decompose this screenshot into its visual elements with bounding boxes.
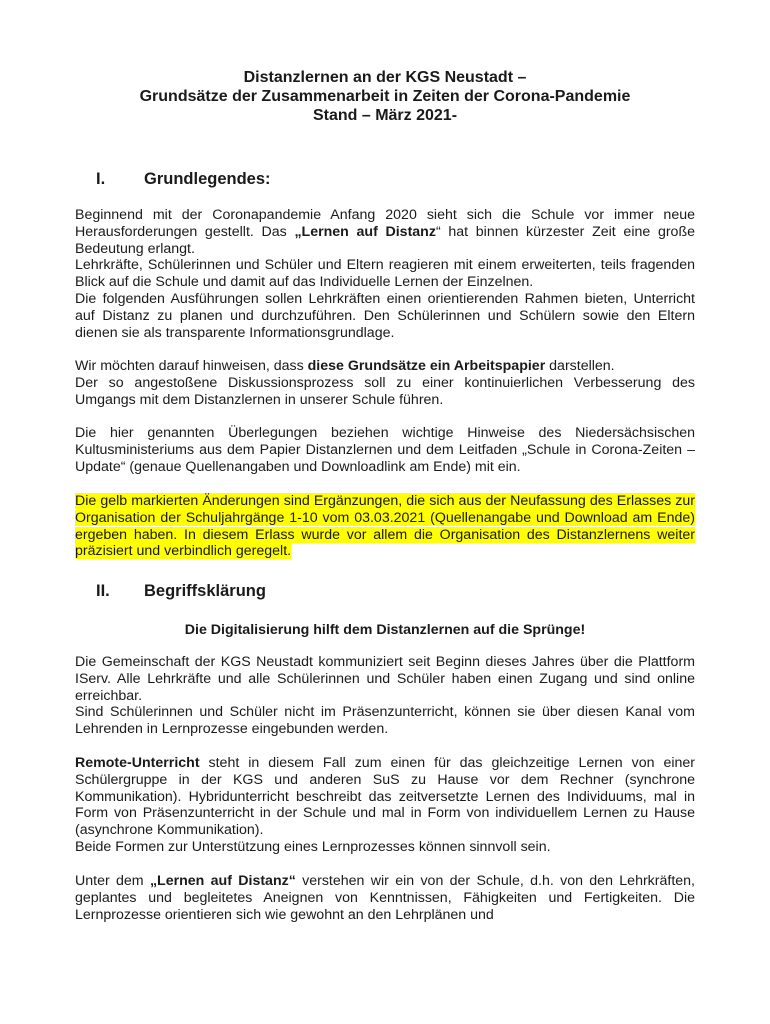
section-heading-1: [96, 170, 271, 189]
text-span: “ hat binnen kürzester Zeit eine große Bedeutung erlangt.: [75, 223, 695, 257]
text-span: Unter dem: [75, 873, 150, 889]
section-title: Begriffsklärung: [144, 582, 266, 600]
section-heading-2: [96, 582, 266, 601]
paragraph-line: Die folgenden Ausführungen sollen Lehrkräften einen orientierenden Rahmen bieten, Unterricht auf Distanz zu planen und durchzuführen. Den Schülerinnen und Schülern sowie den Eltern dienen sie als transparente Informationsgrundlage.: [75, 290, 695, 341]
text-span: Beginnend mit der Coronapandemie Anfang 2020 sieht sich die Schule vor immer neue Herausforderungen gestellt. Das: [75, 207, 695, 240]
paragraph-line: Die hier genannten Überlegungen beziehen wichtige Hinweise des Niedersächsischen Kultusministeriums aus dem Papier Distanzlernen und dem Leitfaden „Schule in Corona-Zeiten – Update“ (genaue Quellenangaben und Downloadlink am Ende) mit ein.: [75, 425, 695, 475]
title-line-2: Grundsätze der Zusammenarbeit in Zeiten der Corona-Pandemie: [139, 88, 631, 105]
text-span: darstellen.: [545, 358, 615, 374]
paragraph-worksheet: [75, 358, 695, 408]
bold-text: „Lernen auf Distanz: [294, 223, 436, 240]
paragraph-iserv: [75, 654, 695, 738]
paragraph-intro: [75, 207, 695, 341]
section-number: I.: [96, 170, 106, 188]
paragraph-line: Beide Formen zur Unterstützung eines Lernprozesses können sinnvoll sein.: [75, 838, 551, 855]
paragraph-line: Die Gemeinschaft der KGS Neustadt kommuniziert seit Beginn dieses Jahres über die Plattform IServ. Alle Lehrkräfte und alle Schülerinnen und Schüler haben einen Zugang und sind online erreichbar.: [75, 654, 695, 704]
text-span: steht in diesem Fall zum einen für das gleichzeitige Lernen von einer Schülergruppe in der KGS und anderen SuS zu Hause vor dem Rechner (synchrone Kommunikation). Hybridunterricht beschreibt das zeitversetzte Lernen des Individuums, mal in Form von Präsenzunterricht in der Schule und mal in Form von individuellem Lernen zu Hause (asynchrone Kommunikation).: [75, 755, 695, 839]
section-title: Grundlegendes:: [144, 170, 271, 188]
text-span: verstehen wir ein von der Schule, d.h. von den Lehrkräften, geplantes und begleitetes Aneignen von Kenntnissen, Fähigkeiten und Fertigkeiten. Die Lernprozesse orientieren sich wie gewohnt an den Lehrplänen und: [75, 873, 695, 923]
text-span: Wir möchten darauf hinweisen, dass: [75, 358, 308, 374]
bold-text: „Lernen auf Distanz“: [149, 873, 296, 889]
paragraph-remote: [75, 755, 695, 856]
title-line-3: Stand – März 2021-: [312, 107, 458, 124]
paragraph-highlighted: [75, 493, 695, 560]
paragraph-line: Lehrkräfte, Schülerinnen und Schüler und Eltern reagieren mit einem erweiterten, teils fragenden Blick auf die Schule und damit auf das Individuelle Lernen der Einzelnen.: [75, 257, 695, 291]
highlighted-text: Die gelb markierten Änderungen sind Ergänzungen, die sich aus der Neufassung des Erlasses zur Organisation der Schuljahrgänge 1-10 vom 03.03.2021 (Quellenangabe und Download am Ende) ergeben haben. In diesem Erlass wurde vor allem die Organisation des Distanzlernens weiter präzisiert und verbindlich geregelt.: [75, 493, 695, 560]
bold-text: diese Grundsätze ein Arbeitspapier: [307, 358, 546, 374]
section-number: II.: [96, 582, 110, 600]
paragraph-line: Der so angestoßene Diskussionsprozess soll zu einer kontinuierlichen Verbesserung des Umgangs mit dem Distanzlernen in unserer Schule führen.: [75, 374, 695, 408]
title-line-1: Distanzlernen an der KGS Neustadt –: [243, 69, 527, 86]
paragraph-sources: [75, 425, 695, 475]
paragraph-distance-learning: [75, 873, 695, 923]
document-title: [0, 68, 770, 125]
bold-text: Remote-Unterricht: [75, 755, 200, 771]
subheading: Die Digitalisierung hilft dem Distanzlernen auf die Sprünge!: [184, 622, 586, 638]
paragraph-line: Sind Schülerinnen und Schüler nicht im Präsenzunterricht, können sie über diesen Kanal vom Lehrenden in Lernprozesse eingebunden werden.: [75, 704, 695, 738]
